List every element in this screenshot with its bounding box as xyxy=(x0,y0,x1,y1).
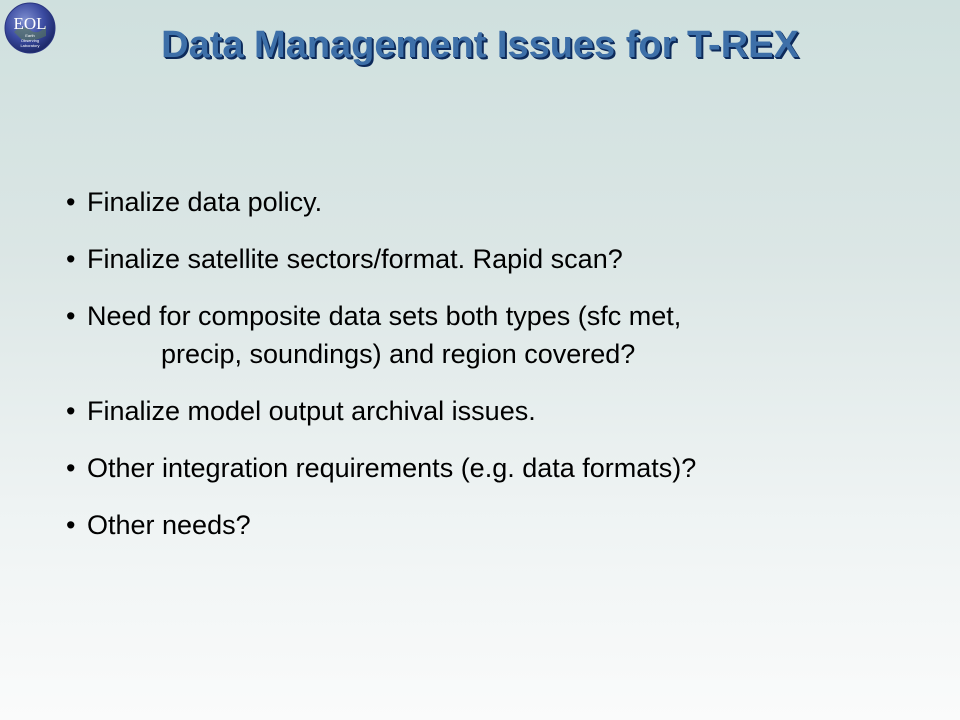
logo-text: EOL xyxy=(13,14,47,33)
bullet-text-continuation: precip, soundings) and region covered? xyxy=(161,339,636,369)
bullet-icon: • xyxy=(66,453,76,483)
logo-subtitle-line-1: Earth xyxy=(25,33,35,38)
bullet-icon: • xyxy=(66,510,76,540)
bullet-item xyxy=(66,506,926,544)
bullet-list xyxy=(66,183,926,563)
slide-title: Data Management Issues for T-REX xyxy=(161,24,799,66)
bullet-text: Other integration requirements (e.g. data formats)? xyxy=(87,453,697,483)
logo-subtitle-line-3: Laboratory xyxy=(20,43,40,48)
bullet-item xyxy=(66,183,926,221)
bullet-icon: • xyxy=(66,244,76,274)
bullet-text: Need for composite data sets both types (sfc met, xyxy=(87,301,682,331)
bullet-icon: • xyxy=(66,396,76,426)
bullet-item xyxy=(66,449,926,487)
bullet-item xyxy=(66,240,926,278)
logo-subtitle-line-2: Observing xyxy=(20,38,40,43)
bullet-item xyxy=(66,297,926,373)
bullet-text: Other needs? xyxy=(87,510,251,540)
bullet-text: Finalize model output archival issues. xyxy=(87,396,536,426)
bullet-icon: • xyxy=(66,301,76,331)
bullet-item xyxy=(66,392,926,430)
bullet-text: Finalize satellite sectors/format. Rapid scan? xyxy=(87,244,623,274)
bullet-icon: • xyxy=(66,187,76,217)
bullet-text: Finalize data policy. xyxy=(87,187,323,217)
